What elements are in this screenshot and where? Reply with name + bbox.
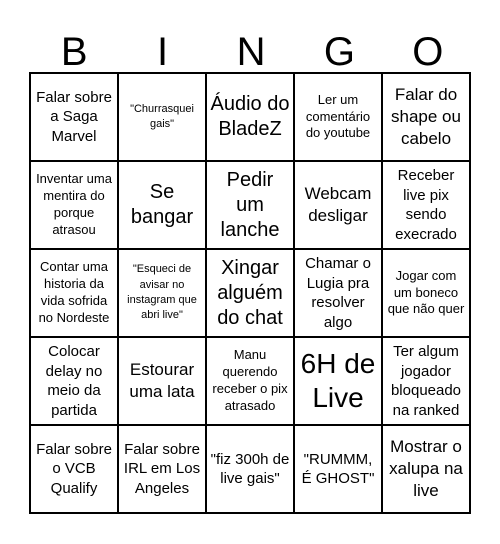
bingo-cell-r4c3[interactable]: Manu querendo receber o pix atrasado xyxy=(206,337,294,425)
bingo-cell-r3c4[interactable]: Chamar o Lugia pra resolver algo xyxy=(294,249,382,337)
bingo-cell-r3c3[interactable]: Xingar alguém do chat xyxy=(206,249,294,337)
bingo-cell-r4c5[interactable]: Ter algum jogador bloqueado na ranked xyxy=(382,337,470,425)
bingo-cell-r2c5[interactable]: Receber live pix sendo execrado xyxy=(382,161,470,249)
bingo-cell-r5c1[interactable]: Falar sobre o VCB Qualify xyxy=(30,425,118,513)
bingo-cell-r5c5[interactable]: Mostrar o xalupa na live xyxy=(382,425,470,513)
bingo-cell-r1c1[interactable]: Falar sobre a Saga Marvel xyxy=(30,73,118,161)
bingo-cell-r3c1[interactable]: Contar uma historia da vida sofrida no Nordeste xyxy=(30,249,118,337)
bingo-cell-r3c5[interactable]: Jogar com um boneco que não quer xyxy=(382,249,470,337)
header-letter-g: G xyxy=(323,30,355,74)
bingo-cell-r5c4[interactable]: "RUMMM, É GHOST" xyxy=(294,425,382,513)
header-letter-b: B xyxy=(60,30,88,74)
bingo-cell-r4c2[interactable]: Estourar uma lata xyxy=(118,337,206,425)
bingo-cell-r2c1[interactable]: Inventar uma mentira do porque atrasou xyxy=(30,161,118,249)
bingo-header xyxy=(30,26,472,78)
bingo-cell-r2c2[interactable]: Se bangar xyxy=(118,161,206,249)
bingo-cell-r5c2[interactable]: Falar sobre IRL em Los Angeles xyxy=(118,425,206,513)
bingo-cell-r5c3[interactable]: "fiz 300h de live gais" xyxy=(206,425,294,513)
bingo-cell-r1c5[interactable]: Falar do shape ou cabelo xyxy=(382,73,470,161)
bingo-cell-r1c3[interactable]: Áudio do BladeZ xyxy=(206,73,294,161)
bingo-cell-r1c4[interactable]: Ler um comentário do youtube xyxy=(294,73,382,161)
bingo-cell-r4c1[interactable]: Colocar delay no meio da partida xyxy=(30,337,118,425)
bingo-cell-r2c3[interactable]: Pedir um lanche xyxy=(206,161,294,249)
bingo-card-grid xyxy=(29,72,471,514)
header-letter-n: N xyxy=(236,30,266,74)
bingo-cell-r2c4[interactable]: Webcam desligar xyxy=(294,161,382,249)
header-letter-i: I xyxy=(157,30,169,74)
bingo-cell-r1c2[interactable]: "Churrasquei gais" xyxy=(118,73,206,161)
bingo-cell-r3c2[interactable]: "Esqueci de avisar no instagram que abri live" xyxy=(118,249,206,337)
header-letter-o: O xyxy=(412,30,444,74)
bingo-cell-r4c4[interactable]: 6H de Live xyxy=(294,337,382,425)
